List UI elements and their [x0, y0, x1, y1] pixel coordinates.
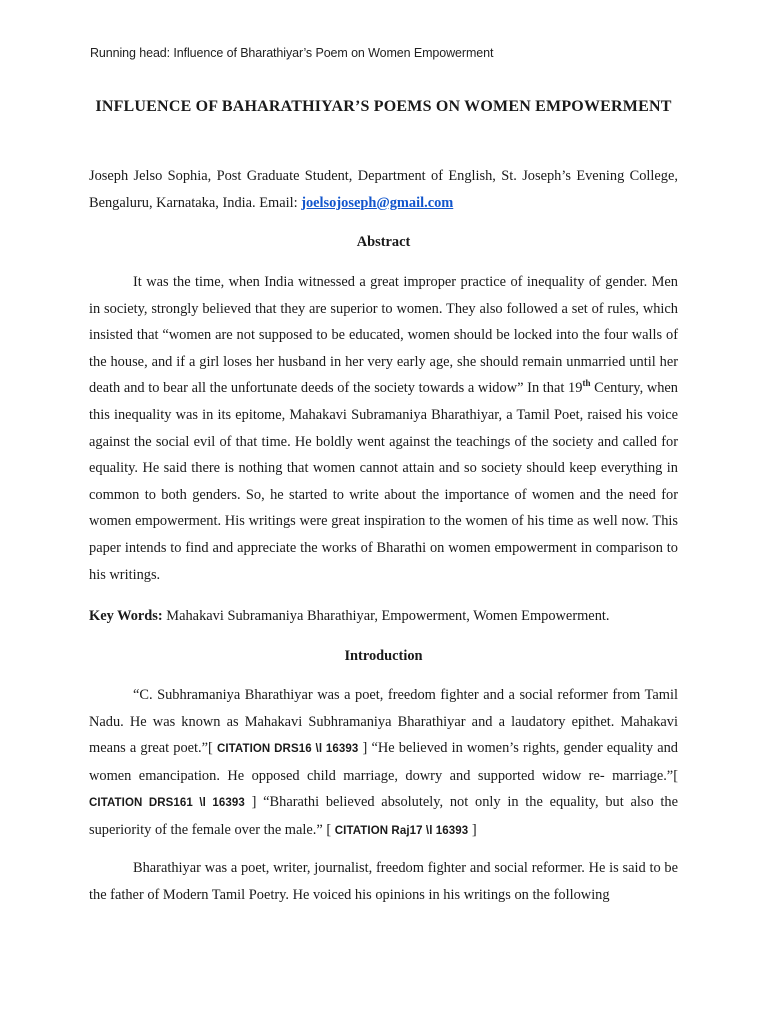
keywords-text: Mahakavi Subramaniya Bharathiyar, Empowerment, Women Empowerment. — [162, 608, 610, 624]
introduction-paragraph-1 — [89, 682, 678, 845]
keywords-label: Key Words: — [89, 608, 163, 624]
citation-field-1: CITATION DRS16 \l 16393 — [216, 743, 359, 756]
ordinal-superscript: th — [582, 378, 591, 389]
intro-text-b: ] “He believed in women’s rights, gender equality and women emancipation. He opposed child marriage, dowry and supported widow re- marriage.”[ — [89, 740, 678, 784]
intro-text-a: “C. Subhramaniya Bharathiyar was a poet, freedom fighter and a social reformer from Tamil Nadu. He was known as Mahakavi Subhramaniya Bharathiyar and a laudatory epithet. Mahakavi means a great poet.”[ — [89, 687, 678, 757]
introduction-paragraph-2: Bharathiyar was a poet, writer, journalist, freedom fighter and social reformer. He is said to be the father of Modern Tamil Poetry. He voiced his opinions in his writings on the following — [89, 860, 678, 903]
keywords — [89, 603, 678, 630]
citation-field-3: CITATION Raj17 \l 16393 — [334, 824, 469, 837]
author-email-link[interactable]: joelsojoseph@gmail.com — [301, 194, 454, 211]
author-info — [89, 163, 678, 216]
abstract-text-2: Century, when this inequality was in its epitome, Mahakavi Subramaniya Bharathiyar, a Tamil Poet, raised his voice against the social evil of that time. He boldly went against the teachings of the society and called for equality. He said there is nothing that women cannot attain and so society should keep everything in common to both genders. So, he started to write about the importance of women and the need for women empowerment. His writings were great inspiration to the women of his time as well now. This paper intends to find and appreciate the works of Bharathi on women empowerment in comparison to his writings. — [89, 380, 678, 583]
abstract-body — [89, 269, 678, 588]
running-head: Running head: Influence of Bharathiyar’s Poem on Women Empowerment — [90, 46, 494, 60]
citation-field-2: CITATION DRS161 \l 16393 — [89, 797, 245, 810]
paper-title: INFLUENCE OF BAHARATHIYAR’S POEMS ON WOMEN EMPOWERMENT — [95, 98, 672, 115]
intro-text-d: ] — [468, 821, 477, 838]
abstract-heading: Abstract — [356, 234, 411, 250]
introduction-heading: Introduction — [344, 648, 423, 664]
intro-text-c: ] “Bharathi believed absolutely, not only in the equality, but also the superiority of the female over the male.” [ — [89, 794, 678, 838]
author-line: Joseph Jelso Sophia, Post Graduate Student, Department of English, St. Joseph’s Evening College, Bengaluru, Karnataka, India. Email: — [89, 168, 678, 211]
abstract-text-1: It was the time, when India witnessed a great improper practice of inequality of gender. Men in society, strongly believed that they are superior to women. They also followed a set of rules, which insisted that “women are not supposed to be educated, women should be locked into the four walls of the house, and if a girl loses her husband in her very early age, she should remain unmarried until her death and to bear all the unfortunate deeds of the society towards a widow” In that 19 — [89, 274, 678, 397]
